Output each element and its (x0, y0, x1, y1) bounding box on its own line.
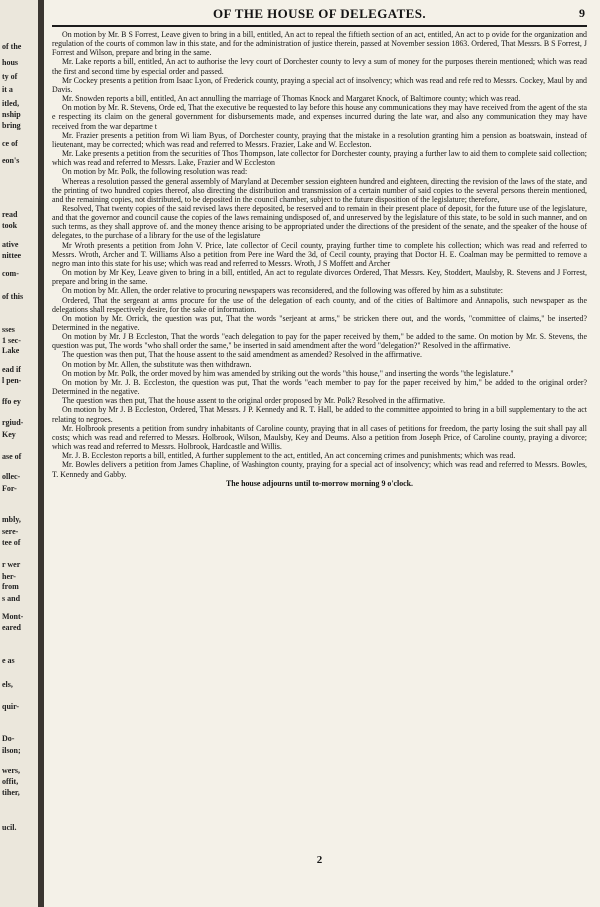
margin-fragment: Mont- (2, 612, 24, 621)
margin-fragment: hous (2, 58, 19, 67)
margin-fragment: wers, (2, 766, 20, 775)
margin-fragment: ce of (2, 139, 18, 148)
paragraph: On motion by Mr. J B Eccleston, That the words "each delegation to pay for the paper received by them," be added to the same. On motion by Mr. S. Stevens, the question was put, The words "who shall order the same," be inserted in said amendment after the word "delegation?" Resolved in the affirmative. (52, 332, 587, 351)
paragraph: On motion by Mr. B S Forrest, Leave given to bring in a bill, entitled, An act to repeal the fiftieth section of an act, entitled, An act to p ovide for the organization and regulation of the courts of common law in this state, and for the administration of justice therein, passed at November session 1863. Ordered, That Messrs. B S Forrest, J Forrest and Wilson, prepare and bring in the same. (52, 30, 587, 58)
paragraph: On motion by Mr. Polk, the order moved by him was amended by striking out the words "this house," and inserting the words "the legislature." (62, 368, 514, 378)
margin-fragment: ead if (2, 365, 21, 374)
margin-fragment: rgiud- (2, 418, 24, 427)
margin-fragment: Do- (2, 734, 15, 743)
margin-fragment: els, (2, 680, 13, 689)
margin-fragment: For- (2, 484, 17, 493)
margin-fragment: ucil. (2, 823, 17, 832)
margin-fragment: ollec- (2, 472, 21, 481)
paragraph: Mr. Bowles delivers a petition from James Chapline, of Washington county, praying for a special act of insolvency; which was read and referred to Messrs. Bowles, T. Kennedy and Gabby. (52, 460, 587, 479)
paragraph: The question was then put, That the house assent to the said amendment as amended? Resolved in the affirmative. (62, 350, 422, 360)
margin-fragment: r wer (2, 560, 21, 569)
paragraph: On motion by Mr. Orrick, the question was put, That the words "serjeant at arms," be stricken there out, and the words, "committee of claims," be inserted? Determined in the negative. (52, 313, 587, 332)
header-rule (52, 25, 587, 27)
margin-fragment: sere- (2, 527, 19, 536)
margin-fragment: tee of (2, 538, 21, 547)
margin-fragment: ffo ey (2, 397, 21, 406)
adjournment-line: The house adjourns until to-morrow morning 9 o'clock. (225, 478, 414, 488)
paragraph: Mr Cockey presents a petition from Isaac Lyon, of Frederick county, praying a special act of insolvency; which was read and refe red to Messrs. Cockey, Maul by and Davis. (52, 75, 587, 94)
margin-fragment: ative (2, 240, 19, 249)
margin-fragment: ase of (2, 452, 22, 461)
margin-fragment: ilson; (2, 746, 21, 755)
paragraph: Mr Wroth presents a petition from John V. Price, late collector of Cecil county, praying further time to complete his collection; which was read and referred to Messrs. Wroth, Archer and T. Williams Also a petition from Pere ine Ward the 3d, of Cecil county, praying that Doctor H. E. Coalman may be permitted to remove a negro man into this state for his use; which was read and referred to Messrs. Wroth, J S Moffett and Archer (52, 240, 587, 268)
margin-fragment: s and (2, 594, 21, 603)
margin-fragment: her- (2, 572, 16, 581)
page-title: OF THE HOUSE OF DELEGATES. (212, 6, 427, 21)
margin-fragment: from (2, 582, 19, 591)
paragraph: Mr. Frazier presents a petition from Wi liam Byus, of Dorchester county, praying that the mistake in a resolution granting him a pension as boatswain, instead of lieutenant, may be corrected; which was read and referred to Messrs. Frazier, Lake and W. Eccleston. (52, 130, 587, 149)
paragraph: The question was then put, That the house assent to the original order proposed by Mr. Polk? Resolved in the affirmative. (62, 396, 445, 406)
paragraph: On motion by Mr. J. B. Eccleston, the question was put, That the words "each member to pay for the paper received by him," be added to the original order? Determined in the negative. (52, 377, 587, 397)
margin-fragment: eared (2, 623, 21, 632)
margin-fragment: mbly, (2, 515, 21, 524)
margin-fragment: it a (2, 85, 13, 94)
facing-page-edge (0, 0, 39, 907)
paragraph: Ordered, That the sergeant at arms procure for the use of the delegation of each county, and of the cities of Baltimore and Annapolis, such newspaper as the delegations shall respectively desire, for the sake of information. (52, 295, 587, 314)
running-header (52, 4, 587, 24)
margin-fragment: bring (2, 121, 21, 130)
paragraph: Mr. Snowden reports a bill, entitled, An act annulling the marriage of Thomas Knock and Margaret Knock, of Baltimore county; which was read. (62, 94, 521, 104)
page-body (52, 4, 587, 866)
margin-fragment: com- (2, 269, 19, 278)
paragraph: On motion by Mr. Polk, the following resolution was read: (62, 167, 248, 177)
paragraph: Mr. Holbrook presents a petition from sundry inhabitants of Caroline county, praying that in all cases of petitions for freedom, the party losing the suit shall pay all costs; which was read and referred to Messrs. Holbrook, Wilson, Maulsby, Key and Deums. Also a petition from Joseph Price, of Caroline county, praying a divorce; which was read and referred to Messrs. Holbrook, Hardcastle and Willis. (52, 423, 587, 452)
margin-fragment: eon's (2, 156, 20, 165)
margin-fragment: Lake (2, 346, 20, 355)
page-number: 9 (579, 6, 585, 20)
signature-mark: 2 (316, 854, 323, 866)
margin-fragment: offit, (2, 777, 19, 786)
paragraph: Resolved, That twenty copies of the said revised laws there deposited, be reserved and to remain in their present place of deposit, for the future use of the legislature, and that the governor and council cause the copies of the laws remaining undisposed of, and unreserved by the legislature of this state, to be sold in such manner, and on such terms, as they shall approve of. and the money thence arising to be appropriated under the directions of the president of the senate, and the speaker of the house of delegates, to the purchase of a library for the use of the legislature (52, 203, 587, 241)
paragraph: On motion by Mr. Allen, the order relative to procuring newspapers was reconsidered, and the following was offered by him as a substitute: (62, 286, 503, 296)
margin-fragment: took (2, 221, 18, 230)
margin-fragment: 1 sec- (2, 336, 21, 345)
paragraph: Mr. Lake presents a petition from the securities of Thos Thompson, late collector for Dorchester county, praying a further law to aid them to complete said collection; which was read and referred to Messrs. Lake, Frazier and W Eccleston (52, 149, 587, 168)
paragraph: On motion by Mr. R. Stevens, Orde ed, That the executive be requested to lay before this house any communications they may have received from the agent of the sta e respecting its claim on the general government for disbursements made, and expenses incurred during the late war, and also any communication they may have received from the war departme t (52, 103, 587, 131)
margin-fragment: itled, (2, 99, 20, 108)
book-gutter (38, 0, 44, 907)
paragraph: On motion by Mr Key, Leave given to bring in a bill, entitled, An act to regulate divorces Ordered, That Messrs. Key, Stoddert, Maulsby, R. Stevens and J Forrest, prepare and bring in the same. (52, 268, 587, 287)
margin-fragment: l pen- (2, 376, 22, 385)
proceedings-text (52, 30, 587, 488)
margin-fragment: nittee (2, 251, 22, 260)
margin-fragment: quir- (2, 702, 20, 711)
margin-fragment: ty of (2, 72, 18, 81)
margin-fragment: tiher, (2, 788, 20, 797)
paragraph: Mr. Lake reports a bill, entitled, An act to authorise the levy court of Dorchester county to levy a sum of money for the purposes therein mentioned; which was read the first and second time by especial order and passed. (52, 57, 587, 76)
paragraph: On motion by Mr J. B Eccleston, Ordered, That Messrs. J P. Kennedy and R. T. Hall, be added to the committee appointed to bring in a bill supplementary to the act relating to negroes. (52, 405, 587, 424)
margin-fragment: read (2, 210, 18, 219)
paragraph: Mr. J. B. Eccleston reports a bill, entitled, A further supplement to the act, entitled, An act concerning crimes and punishments; which was read. (62, 451, 516, 461)
margin-fragment: e as (2, 656, 15, 665)
margin-fragment: sses (2, 325, 15, 334)
paragraph: On motion by Mr. Allen, the substitute was then withdrawn. (62, 359, 252, 369)
margin-fragment: Key (2, 430, 16, 439)
margin-fragment: of the (2, 42, 22, 51)
margin-fragment: nship (2, 110, 21, 119)
margin-fragment: of this (2, 292, 24, 301)
paragraph: Whereas a resolution passed the general assembly of Maryland at December session eighteen hundred and eighteen, directing the revision of the laws of the state, and the printing of two hundred copies thereof, also directing the distribution and transmission of a certain number of said copies to the several persons therein mentioned, and the remaining copies, not distributed, to be deposited in the council chamber, subject to the future disposition of the legislature; therefore, (52, 176, 587, 204)
